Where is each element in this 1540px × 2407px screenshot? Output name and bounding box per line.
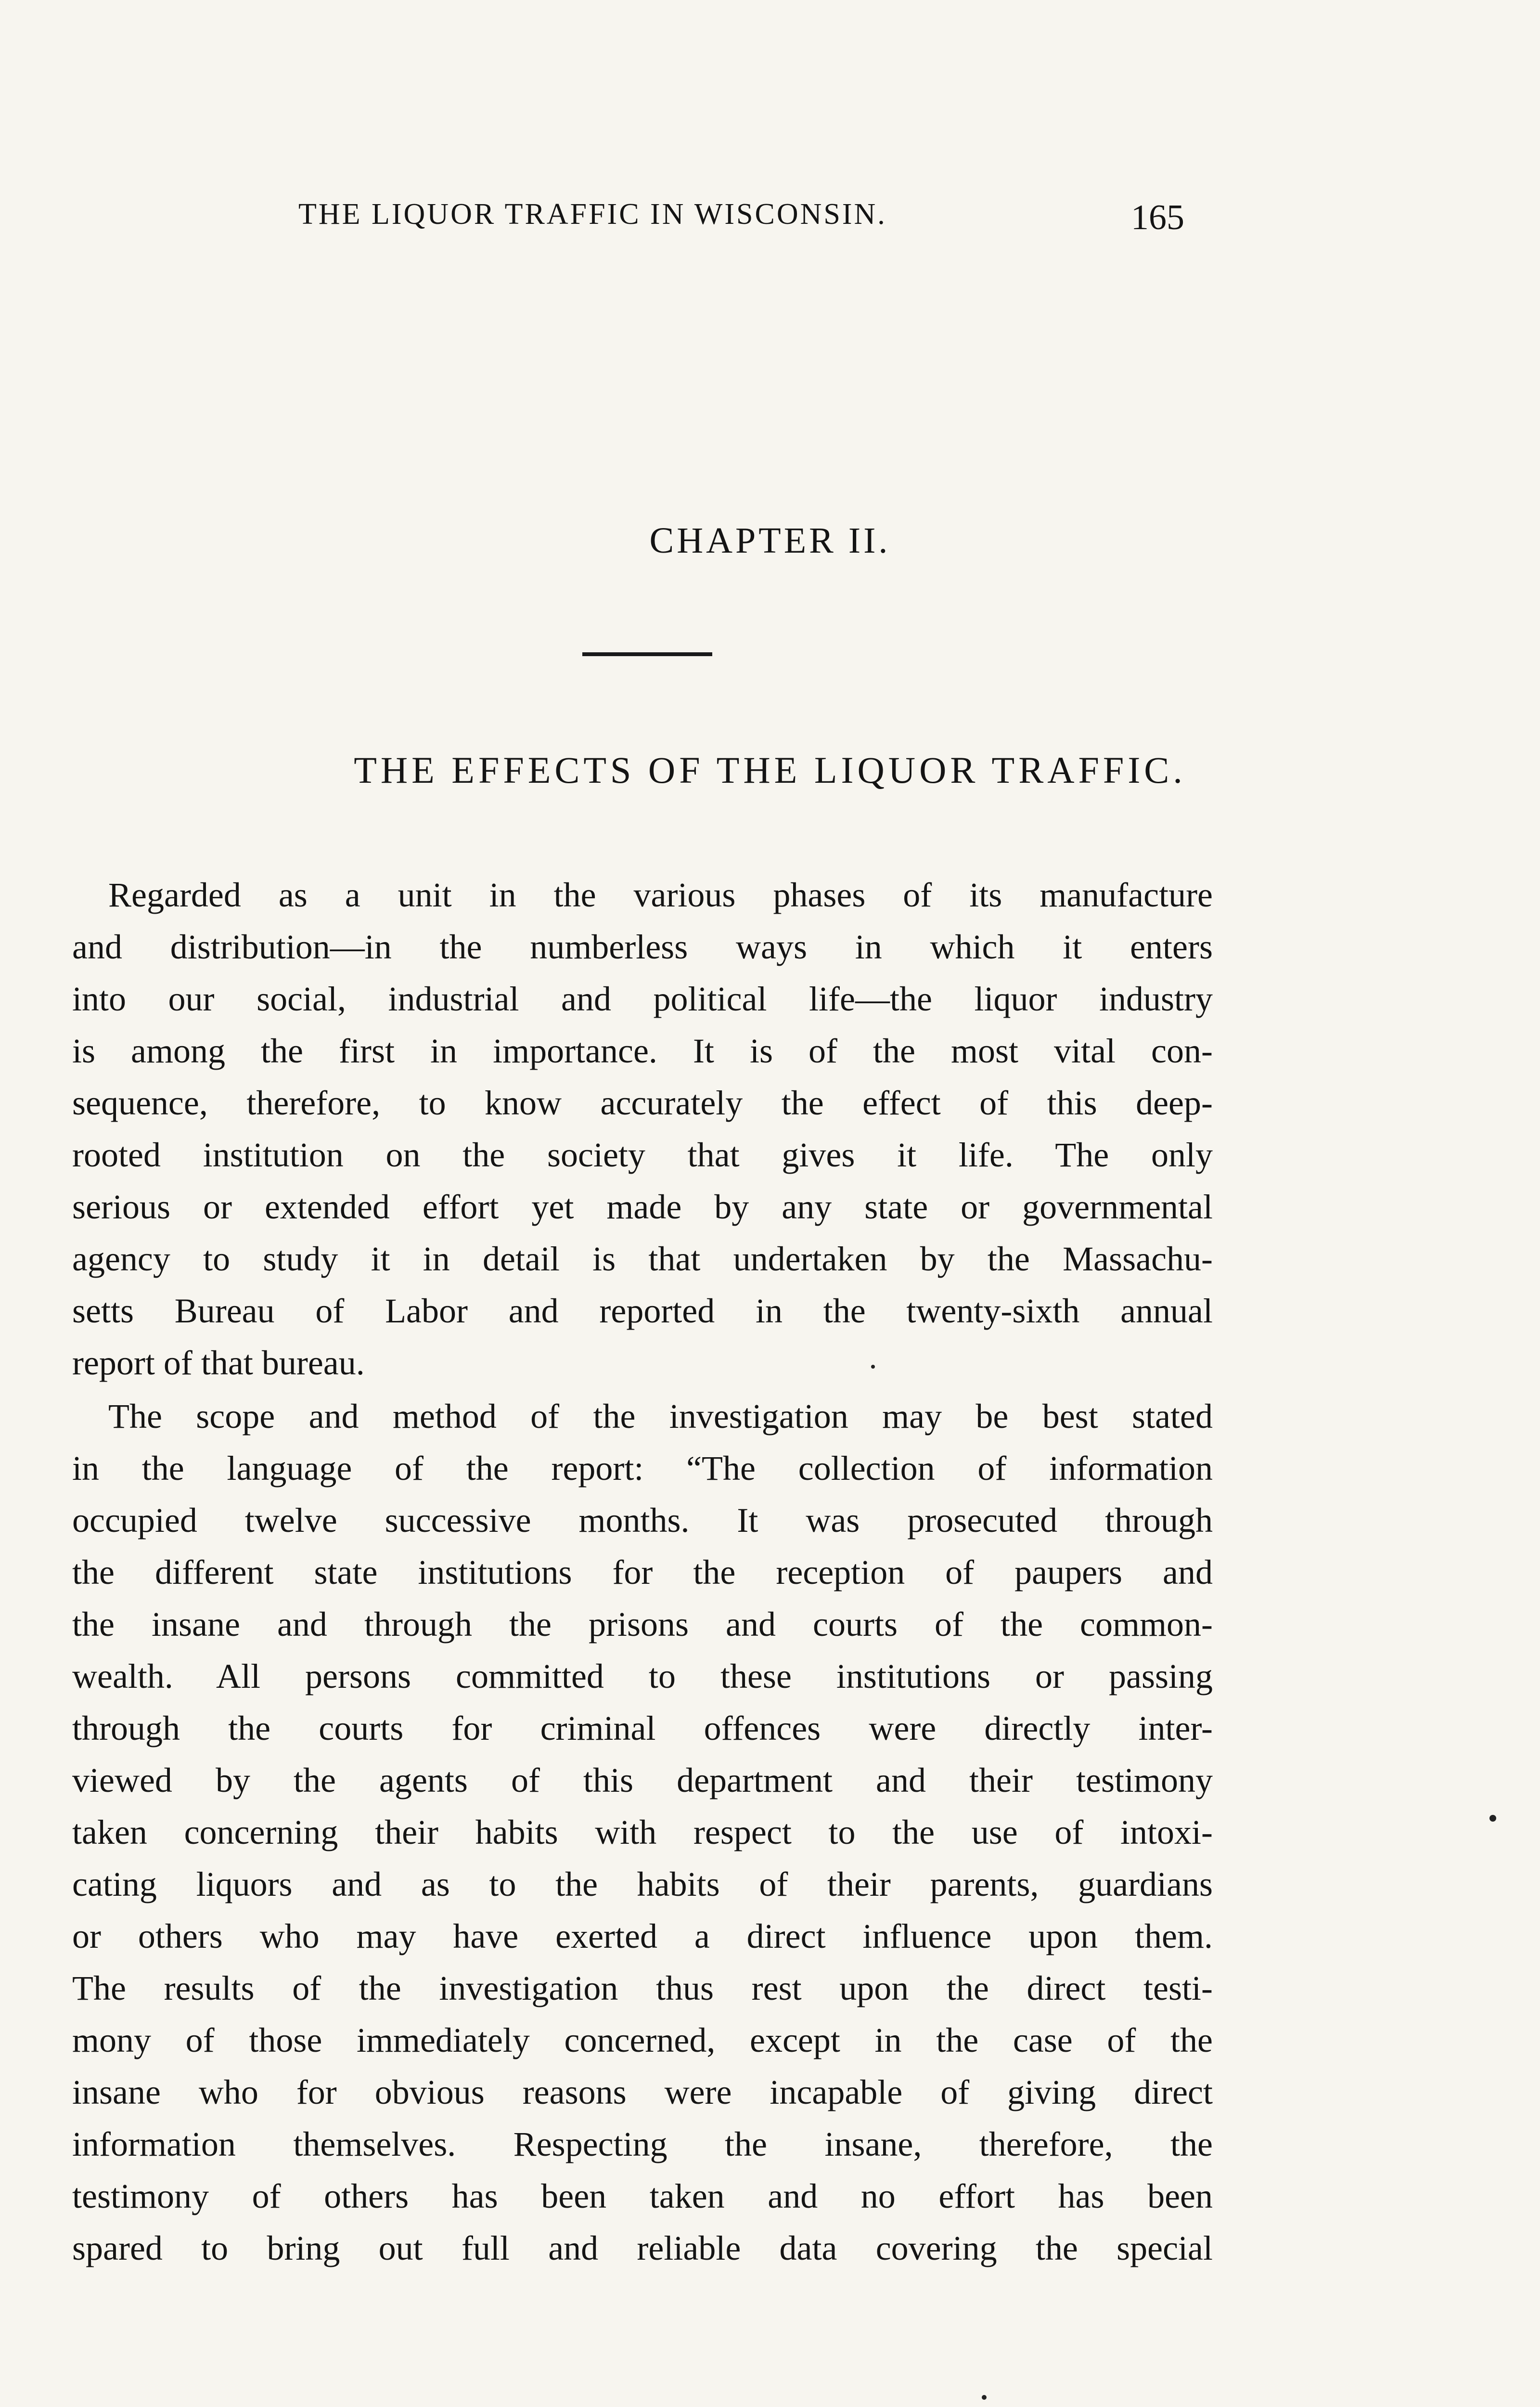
text-line: or others who may have exerted a direct influence upon them. [72,1917,1213,1955]
text-line: information themselves. Respecting the insane, therefore, the [72,2125,1213,2163]
text-line: occupied twelve successive months. It was prosecuted through [72,1501,1213,1540]
text-line: testimony of others has been taken and no effort has been [72,2177,1213,2215]
section-title: THE EFFECTS OF THE LIQUOR TRAFFIC. [354,749,1186,791]
text-line: serious or extended effort yet made by any state or governmental [72,1188,1213,1226]
text-line: wealth. All persons committed to these institutions or passing [72,1657,1213,1695]
text-line: Regarded as a unit in the various phases of its manufacture [108,876,1213,914]
ink-speck [1489,1815,1496,1822]
ink-speck [871,1365,875,1369]
running-head: THE LIQUOR TRAFFIC IN WISCONSIN. [298,198,887,231]
text-line: the different state institutions for the reception of paupers and [72,1553,1213,1592]
text-line: spared to bring out full and reliable data covering the special [72,2229,1213,2267]
paragraph-2 [72,1390,1213,2274]
text-line: in the language of the report: “The collection of information [72,1449,1213,1488]
text-line: rooted institution on the society that gives it life. The only [72,1136,1213,1174]
text-line: insane who for obvious reasons were incapable of giving direct [72,2073,1213,2111]
text-line: sequence, therefore, to know accurately the effect of this deep- [72,1084,1213,1122]
text-line: mony of those immediately concerned, except in the case of the [72,2021,1213,2059]
text-line: report of that bureau. [72,1344,365,1382]
text-line: is among the first in importance. It is of the most vital con- [72,1032,1213,1070]
text-line: setts Bureau of Labor and reported in the twenty-sixth annual [72,1292,1213,1330]
ink-speck [982,2395,987,2400]
text-line: The results of the investigation thus rest upon the direct testi- [72,1969,1213,2007]
text-line: cating liquors and as to the habits of their parents, guardians [72,1865,1213,1903]
text-line: viewed by the agents of this department and their testimony [72,1761,1213,1799]
paragraph-1 [72,869,1213,1389]
text-line: the insane and through the prisons and courts of the common- [72,1605,1213,1643]
text-line: into our social, industrial and political life—the liquor industry [72,980,1213,1018]
page-number: 165 [1131,198,1184,237]
text-line: The scope and method of the investigation may be best stated [108,1397,1213,1436]
text-line: taken concerning their habits with respect to the use of intoxi- [72,1813,1213,1851]
chapter-title: CHAPTER II. [649,520,891,561]
text-line: agency to study it in detail is that undertaken by the Massachu- [72,1240,1213,1278]
text-line: through the courts for criminal offences were directly inter- [72,1709,1213,1747]
section-divider [582,652,712,656]
text-line: and distribution—in the numberless ways in which it enters [72,928,1213,966]
